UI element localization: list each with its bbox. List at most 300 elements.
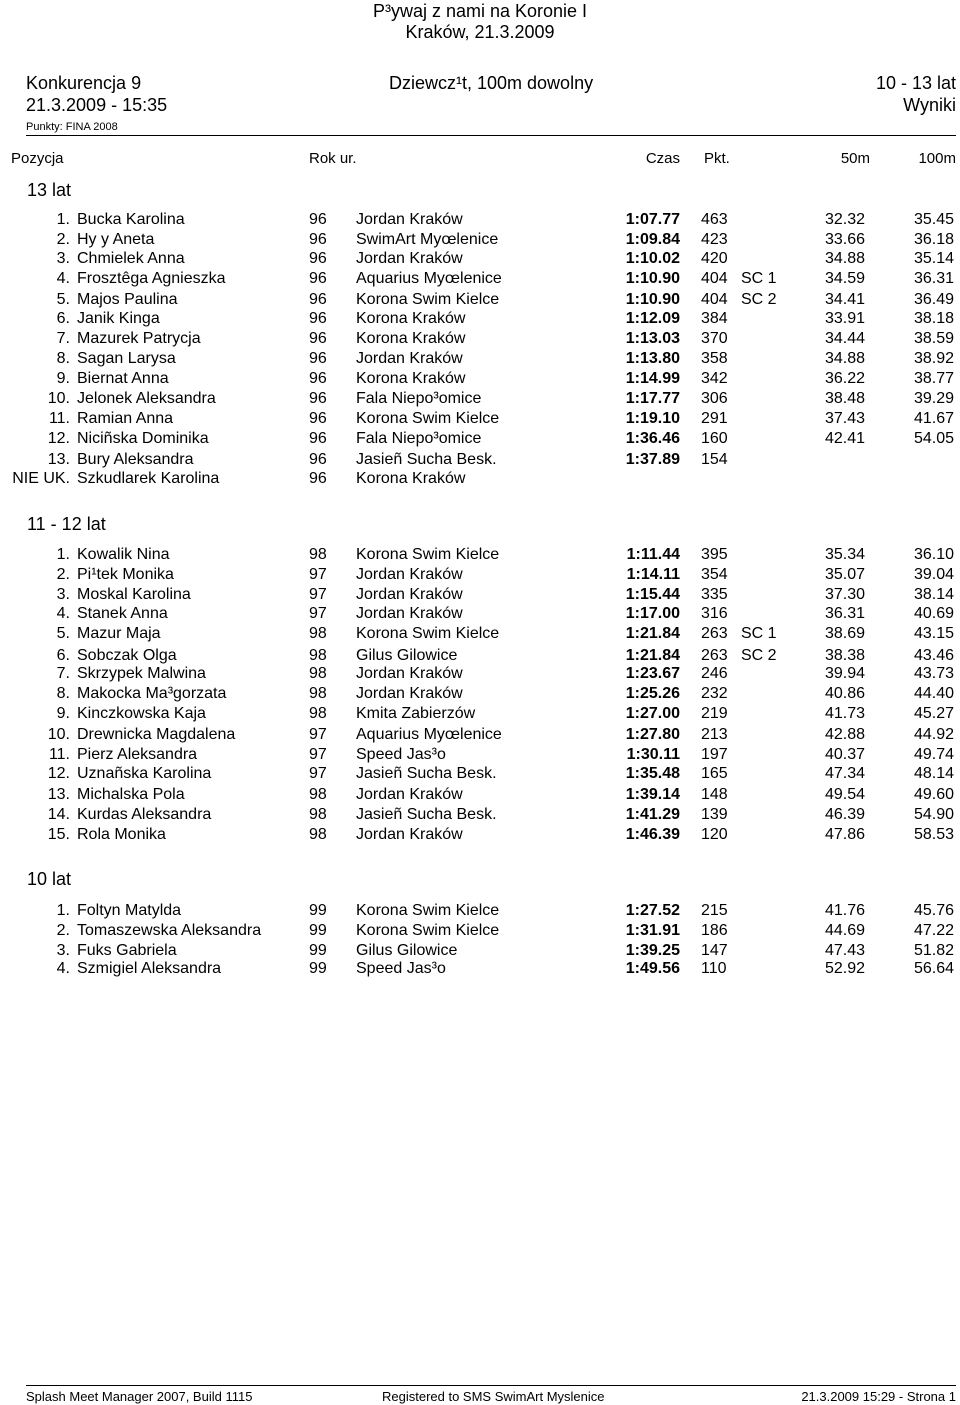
swimmer-name: Kowalik Nina — [77, 546, 170, 563]
birth-year: 97 — [309, 605, 327, 622]
club-name: Speed Jas³o — [356, 746, 446, 763]
row-position: 8. — [56, 350, 70, 367]
split-50m: 47.86 — [824, 826, 865, 843]
split-50m: 38.48 — [824, 390, 865, 407]
club-name: Korona Kraków — [356, 370, 466, 387]
swimmer-name: Michalska Pola — [77, 786, 185, 803]
club-name: Jordan Kraków — [356, 586, 463, 603]
fina-points: 395 — [701, 546, 728, 563]
result-time: 1:21.84 — [625, 625, 680, 642]
swimmer-name: Mazur Maja — [77, 625, 161, 642]
fina-points: 213 — [701, 726, 728, 743]
birth-year: 97 — [309, 566, 327, 583]
result-time: 1:31.91 — [625, 922, 680, 939]
footer-timestamp-page: 21.3.2009 15:29 - Strona 1 — [801, 1389, 956, 1404]
birth-year: 99 — [309, 960, 327, 977]
event-label: Konkurencja 9 — [26, 73, 142, 93]
fina-points: 463 — [701, 211, 728, 228]
row-position: 5. — [56, 291, 70, 308]
split-100m: 56.64 — [913, 960, 954, 977]
row-position: 9. — [56, 370, 70, 387]
result-row — [0, 349, 960, 369]
result-row — [0, 269, 960, 289]
birth-year: 97 — [309, 746, 327, 763]
result-time: 1:25.26 — [625, 685, 680, 702]
fina-points: 148 — [701, 786, 728, 803]
footer-divider — [26, 1385, 956, 1386]
split-50m: 40.37 — [824, 746, 865, 763]
row-position: 3. — [56, 250, 70, 267]
split-50m: 35.07 — [824, 566, 865, 583]
row-position: 12. — [47, 430, 70, 447]
split-50m: 34.88 — [824, 350, 865, 367]
row-position: 4. — [56, 960, 70, 977]
result-time: 1:30.11 — [626, 746, 680, 763]
result-time: 1:39.25 — [625, 942, 680, 959]
split-100m: 41.67 — [913, 410, 954, 427]
result-time: 1:36.46 — [625, 430, 680, 447]
row-position: 6. — [56, 310, 70, 327]
club-name: Jasieñ Sucha Besk. — [356, 451, 497, 468]
row-position: 1. — [56, 211, 70, 228]
birth-year: 98 — [309, 647, 327, 664]
column-split-50: 50m — [840, 150, 870, 167]
club-name: Korona Swim Kielce — [356, 902, 500, 919]
split-100m: 39.29 — [913, 390, 954, 407]
split-100m: 43.46 — [913, 647, 954, 664]
birth-year: 99 — [309, 942, 327, 959]
column-position: Pozycja — [11, 150, 64, 167]
club-name: Jordan Kraków — [356, 685, 463, 702]
row-position: 13. — [47, 786, 70, 803]
result-time: 1:14.99 — [625, 370, 680, 387]
result-row — [0, 389, 960, 409]
swimmer-name: Moskal Karolina — [77, 586, 191, 603]
club-name: Korona Swim Kielce — [356, 922, 500, 939]
result-time: 1:12.09 — [625, 310, 680, 327]
result-row — [0, 664, 960, 684]
fina-points: 306 — [701, 390, 728, 407]
birth-year: 99 — [309, 922, 327, 939]
birth-year: 96 — [309, 470, 327, 487]
birth-year: 96 — [309, 270, 327, 287]
split-100m: 54.90 — [913, 806, 954, 823]
swimmer-name: Hy y Aneta — [77, 231, 155, 248]
row-position: 14. — [47, 806, 70, 823]
split-50m: 36.31 — [824, 605, 865, 622]
result-row — [0, 825, 960, 845]
meet-title: P³ywaj z nami na Koronie I — [372, 1, 588, 21]
result-row — [0, 290, 960, 310]
club-name: Korona Kraków — [356, 470, 466, 487]
header-divider — [26, 135, 956, 136]
birth-year: 97 — [309, 586, 327, 603]
result-time: 1:10.90 — [625, 291, 680, 308]
club-name: SwimArt Myœlenice — [356, 231, 499, 248]
split-50m: 35.34 — [824, 546, 865, 563]
row-position: 9. — [56, 705, 70, 722]
result-row — [0, 745, 960, 765]
split-100m: 58.53 — [913, 826, 954, 843]
swimmer-name: Szmigiel Aleksandra — [77, 960, 222, 977]
split-50m: 39.94 — [824, 665, 865, 682]
result-time: 1:35.48 — [625, 765, 680, 782]
fina-points: 263 — [701, 625, 728, 642]
split-50m: 34.59 — [824, 270, 865, 287]
split-50m: 46.39 — [824, 806, 865, 823]
swimmer-name: Rola Monika — [77, 826, 166, 843]
club-name: Korona Swim Kielce — [356, 625, 500, 642]
result-time: 1:37.89 — [625, 451, 680, 468]
result-row — [0, 230, 960, 250]
points-info: Punkty: FINA 2008 — [26, 121, 118, 133]
club-name: Jasieñ Sucha Besk. — [356, 765, 497, 782]
column-split-100: 100m — [918, 150, 956, 167]
birth-year: 96 — [309, 390, 327, 407]
row-position: 2. — [56, 231, 70, 248]
result-row — [0, 585, 960, 605]
split-100m: 48.14 — [913, 765, 954, 782]
result-time: 1:17.77 — [625, 390, 680, 407]
result-time: 1:27.52 — [625, 902, 680, 919]
result-time: 1:13.03 — [625, 330, 680, 347]
row-position: 3. — [56, 942, 70, 959]
result-row — [0, 469, 960, 489]
swimmer-name: Janik Kinga — [77, 310, 160, 327]
row-position: 1. — [56, 546, 70, 563]
event-datetime: 21.3.2009 - 15:35 — [26, 95, 168, 115]
row-position: 7. — [56, 665, 70, 682]
result-time: 1:23.67 — [625, 665, 680, 682]
result-time: 1:14.11 — [626, 566, 680, 583]
split-50m: 37.43 — [824, 410, 865, 427]
result-time: 1:10.02 — [625, 250, 680, 267]
split-100m: 44.92 — [913, 726, 954, 743]
result-row — [0, 941, 960, 961]
swimmer-name: Foltyn Matylda — [77, 902, 182, 919]
club-name: Speed Jas³o — [356, 960, 446, 977]
club-name: Korona Swim Kielce — [356, 546, 500, 563]
fina-points: 165 — [701, 765, 728, 782]
status-note: SC 1 — [741, 270, 777, 287]
row-position: 11. — [48, 746, 70, 763]
split-100m: 35.14 — [913, 250, 954, 267]
birth-year: 96 — [309, 211, 327, 228]
result-row — [0, 450, 960, 470]
split-100m: 36.49 — [913, 291, 954, 308]
split-50m: 36.22 — [824, 370, 865, 387]
birth-year: 99 — [309, 902, 327, 919]
column-year: Rok ur. — [309, 150, 357, 167]
result-time: 1:46.39 — [625, 826, 680, 843]
swimmer-name: Tomaszewska Aleksandra — [77, 922, 262, 939]
split-50m: 37.30 — [824, 586, 865, 603]
birth-year: 96 — [309, 291, 327, 308]
result-time: 1:27.80 — [625, 726, 680, 743]
row-position: 2. — [56, 922, 70, 939]
row-position: 6. — [56, 647, 70, 664]
status-note: SC 1 — [741, 625, 777, 642]
split-50m: 33.91 — [824, 310, 865, 327]
row-position: 1. — [56, 902, 70, 919]
split-100m: 35.45 — [913, 211, 954, 228]
swimmer-name: Niciñska Dominika — [77, 430, 209, 447]
meet-place-date: Kraków, 21.3.2009 — [405, 22, 555, 42]
split-100m: 47.22 — [913, 922, 954, 939]
fina-points: 358 — [701, 350, 728, 367]
club-name: Kmita Zabierzów — [356, 705, 476, 722]
split-100m: 54.05 — [913, 430, 954, 447]
split-100m: 51.82 — [913, 942, 954, 959]
fina-points: 420 — [701, 250, 728, 267]
club-name: Jordan Kraków — [356, 665, 463, 682]
club-name: Jordan Kraków — [356, 605, 463, 622]
status-note: SC 2 — [741, 647, 777, 664]
row-position: 10. — [47, 726, 70, 743]
result-time: 1:39.14 — [625, 786, 680, 803]
fina-points: 291 — [701, 410, 728, 427]
age-group-11-12-title: 11 - 12 lat — [27, 514, 106, 534]
split-50m: 44.69 — [824, 922, 865, 939]
fina-points: 370 — [701, 330, 728, 347]
split-100m: 36.31 — [913, 270, 954, 287]
split-100m: 38.92 — [913, 350, 954, 367]
result-row — [0, 725, 960, 745]
result-time: 1:27.00 — [625, 705, 680, 722]
split-50m: 42.41 — [824, 430, 865, 447]
swimmer-name: Mazurek Patrycja — [77, 330, 201, 347]
fina-points: 139 — [701, 806, 728, 823]
birth-year: 98 — [309, 806, 327, 823]
birth-year: 98 — [309, 826, 327, 843]
row-position: 4. — [56, 270, 70, 287]
result-time: 1:21.84 — [625, 647, 680, 664]
result-row — [0, 959, 960, 979]
birth-year: 96 — [309, 430, 327, 447]
footer-software: Splash Meet Manager 2007, Build 1115 — [26, 1389, 253, 1404]
swimmer-name: Ramian Anna — [77, 410, 174, 427]
birth-year: 98 — [309, 546, 327, 563]
split-50m: 42.88 — [824, 726, 865, 743]
split-100m: 40.69 — [913, 605, 954, 622]
swimmer-name: Fuks Gabriela — [77, 942, 177, 959]
row-position: 8. — [56, 685, 70, 702]
club-name: Jordan Kraków — [356, 211, 463, 228]
split-100m: 45.76 — [913, 902, 954, 919]
row-position: 4. — [56, 605, 70, 622]
result-time: 1:13.80 — [625, 350, 680, 367]
split-50m: 32.32 — [824, 211, 865, 228]
result-row — [0, 921, 960, 941]
club-name: Korona Swim Kielce — [356, 410, 500, 427]
result-row — [0, 604, 960, 624]
birth-year: 96 — [309, 231, 327, 248]
split-50m: 40.86 — [824, 685, 865, 702]
swimmer-name: Stanek Anna — [77, 605, 168, 622]
birth-year: 98 — [309, 665, 327, 682]
split-100m: 38.14 — [913, 586, 954, 603]
club-name: Jordan Kraków — [356, 786, 463, 803]
split-100m: 49.74 — [913, 746, 954, 763]
club-name: Fala Niepo³omice — [356, 390, 482, 407]
result-row — [0, 704, 960, 724]
split-50m: 41.76 — [824, 902, 865, 919]
birth-year: 96 — [309, 410, 327, 427]
birth-year: 98 — [309, 786, 327, 803]
result-row — [0, 369, 960, 389]
fina-points: 110 — [701, 960, 727, 977]
split-100m: 36.18 — [913, 231, 954, 248]
result-row — [0, 901, 960, 921]
birth-year: 96 — [309, 330, 327, 347]
swimmer-name: Sobczak Olga — [77, 647, 177, 664]
club-name: Fala Niepo³omice — [356, 430, 482, 447]
row-position: 13. — [47, 451, 70, 468]
split-100m: 44.40 — [913, 685, 954, 702]
result-time: 1:07.77 — [625, 211, 680, 228]
age-range: 10 - 13 lat — [875, 73, 956, 93]
split-50m: 34.88 — [824, 250, 865, 267]
club-name: Aquarius Myœlenice — [356, 726, 502, 743]
club-name: Korona Kraków — [356, 330, 466, 347]
fina-points: 160 — [701, 430, 728, 447]
swimmer-name: Bury Aleksandra — [77, 451, 194, 468]
birth-year: 96 — [309, 350, 327, 367]
fina-points: 342 — [701, 370, 728, 387]
birth-year: 97 — [309, 726, 327, 743]
swimmer-name: Sagan Larysa — [77, 350, 176, 367]
birth-year: 98 — [309, 705, 327, 722]
birth-year: 98 — [309, 685, 327, 702]
fina-points: 316 — [701, 605, 728, 622]
fina-points: 215 — [701, 902, 728, 919]
club-name: Gilus Gilowice — [356, 942, 458, 959]
result-time: 1:49.56 — [625, 960, 680, 977]
row-position: NIE UK. — [12, 470, 70, 487]
results-label: Wyniki — [903, 95, 956, 115]
swimmer-name: Frosztêga Agnieszka — [77, 270, 226, 287]
birth-year: 98 — [309, 625, 327, 642]
swimmer-name: Jelonek Aleksandra — [77, 390, 216, 407]
row-position: 3. — [56, 586, 70, 603]
result-time: 1:11.44 — [626, 546, 680, 563]
split-100m: 45.27 — [913, 705, 954, 722]
swimmer-name: Pi¹tek Monika — [77, 566, 174, 583]
swimmer-name: Majos Paulina — [77, 291, 178, 308]
fina-points: 232 — [701, 685, 728, 702]
split-100m: 39.04 — [913, 566, 954, 583]
result-time: 1:09.84 — [625, 231, 680, 248]
row-position: 11. — [48, 410, 70, 427]
split-100m: 43.15 — [913, 625, 954, 642]
column-points: Pkt. — [704, 150, 730, 167]
swimmer-name: Uznañska Karolina — [77, 765, 212, 782]
result-row — [0, 309, 960, 329]
swimmer-name: Drewnicka Magdalena — [77, 726, 236, 743]
split-100m: 36.10 — [913, 546, 954, 563]
result-row — [0, 409, 960, 429]
row-position: 10. — [47, 390, 70, 407]
result-row — [0, 210, 960, 230]
fina-points: 154 — [701, 451, 728, 468]
fina-points: 120 — [701, 826, 728, 843]
age-group-13-title: 13 lat — [27, 180, 72, 200]
result-row — [0, 329, 960, 349]
club-name: Jordan Kraków — [356, 566, 463, 583]
club-name: Korona Swim Kielce — [356, 291, 500, 308]
split-50m: 34.44 — [824, 330, 865, 347]
split-50m: 38.38 — [824, 647, 865, 664]
row-position: 7. — [56, 330, 70, 347]
birth-year: 97 — [309, 765, 327, 782]
split-50m: 41.73 — [824, 705, 865, 722]
birth-year: 96 — [309, 250, 327, 267]
swimmer-name: Chmielek Anna — [77, 250, 185, 267]
club-name: Aquarius Myœlenice — [356, 270, 502, 287]
split-100m: 38.77 — [913, 370, 954, 387]
fina-points: 219 — [701, 705, 728, 722]
fina-points: 354 — [701, 566, 728, 583]
result-time: 1:19.10 — [625, 410, 680, 427]
age-group-10-title: 10 lat — [27, 869, 72, 889]
result-row — [0, 624, 960, 644]
event-name: Dziewcz¹t, 100m dowolny — [389, 73, 594, 93]
birth-year: 96 — [309, 310, 327, 327]
result-row — [0, 429, 960, 449]
footer-registered: Registered to SMS SwimArt Myslenice — [382, 1389, 605, 1404]
split-50m: 52.92 — [824, 960, 865, 977]
split-50m: 38.69 — [824, 625, 865, 642]
split-50m: 34.41 — [824, 291, 865, 308]
result-time: 1:10.90 — [625, 270, 680, 287]
result-time: 1:41.29 — [625, 806, 680, 823]
fina-points: 147 — [701, 942, 728, 959]
swimmer-name: Kinczkowska Kaja — [77, 705, 206, 722]
column-time: Czas — [645, 150, 680, 167]
swimmer-name: Kurdas Aleksandra — [77, 806, 212, 823]
result-row — [0, 545, 960, 565]
fina-points: 197 — [701, 746, 728, 763]
swimmer-name: Bucka Karolina — [77, 211, 185, 228]
fina-points: 246 — [701, 665, 728, 682]
split-100m: 38.59 — [913, 330, 954, 347]
club-name: Jordan Kraków — [356, 250, 463, 267]
result-row — [0, 785, 960, 805]
result-time: 1:15.44 — [625, 586, 680, 603]
row-position: 15. — [47, 826, 70, 843]
swimmer-name: Szkudlarek Karolina — [77, 470, 220, 487]
split-50m: 49.54 — [824, 786, 865, 803]
club-name: Gilus Gilowice — [356, 647, 458, 664]
fina-points: 186 — [701, 922, 728, 939]
club-name: Jasieñ Sucha Besk. — [356, 806, 497, 823]
result-row — [0, 805, 960, 825]
split-50m: 47.43 — [824, 942, 865, 959]
split-100m: 38.18 — [913, 310, 954, 327]
result-row — [0, 646, 960, 666]
split-100m: 43.73 — [913, 665, 954, 682]
fina-points: 263 — [701, 647, 728, 664]
fina-points: 384 — [701, 310, 728, 327]
fina-points: 404 — [701, 291, 728, 308]
swimmer-name: Skrzypek Malwina — [77, 665, 206, 682]
result-row — [0, 764, 960, 784]
swimmer-name: Makocka Ma³gorzata — [77, 685, 227, 702]
fina-points: 335 — [701, 586, 728, 603]
swimmer-name: Biernat Anna — [77, 370, 169, 387]
split-50m: 33.66 — [824, 231, 865, 248]
split-50m: 47.34 — [824, 765, 865, 782]
